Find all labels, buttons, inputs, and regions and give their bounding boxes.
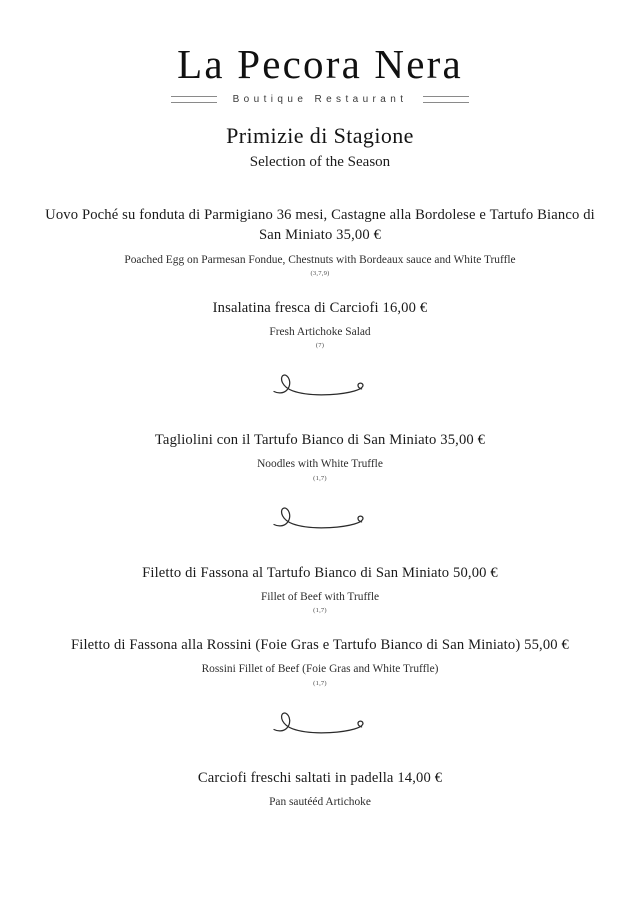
menu-item [40,205,600,278]
menu-section [40,563,600,688]
menu-item-allergens: (1,7) [313,679,327,687]
menu-item-name: Uovo Poché su fonduta di Parmigiano 36 mesi, Castagne alla Bordolese e Tartufo Bianco di San Miniato 35,00 € [45,207,595,244]
menu-section [40,430,600,482]
menu-item-description: Fillet of Beef with Truffle [260,590,380,603]
menu-sections [40,205,600,810]
menu-item-allergens: (1,7) [313,607,327,615]
menu-item-allergens: (7) [315,342,325,350]
flourish-icon [272,370,368,404]
menu-item-description: Rossini Fillet of Beef (Foie Gras and White Truffle) [201,663,439,676]
menu-item [40,635,600,687]
flourish-divider [40,370,600,404]
menu-item-name: Tagliolini con il Tartufo Bianco di San Miniato 35,00 € [154,432,486,449]
menu-section [40,205,600,350]
flourish-icon [272,503,368,537]
menu-item-name: Carciofi freschi saltati in padella 14,00 € [197,769,443,786]
menu-item-description: Fresh Artichoke Salad [269,325,371,338]
rule-left-icon [171,96,217,103]
menu-section [40,768,600,811]
menu-subtitle: Selection of the Season [249,154,391,171]
menu-item [40,430,600,482]
flourish-divider [40,503,600,537]
menu-title: Primizie di Stagione [226,123,414,148]
menu-item [40,563,600,615]
brand-tagline-row [40,94,600,105]
menu-item-description: Poached Egg on Parmesan Fondue, Chestnuts with Bordeaux sauce and White Truffle [124,253,516,266]
menu-item-name: Insalatina fresca di Carciofi 16,00 € [212,299,428,316]
menu-item-allergens: (3,7,9) [310,269,330,277]
menu-item-description: Noodles with White Truffle [257,458,383,471]
brand-tagline: Boutique Restaurant [232,94,408,105]
menu-item-name: Filetto di Fassona alla Rossini (Foie Gras e Tartufo Bianco di San Miniato) 55,00 € [71,637,569,654]
brand-name: La Pecora Nera [177,41,463,87]
menu-item-description: Pan sautééd Artichoke [269,795,371,808]
menu-item-allergens: (1,7) [313,474,327,482]
flourish-icon [272,708,368,742]
menu-item [40,768,600,811]
menu-item [40,298,600,350]
rule-right-icon [423,96,469,103]
menu-item-name: Filetto di Fassona al Tartufo Bianco di San Miniato 50,00 € [142,564,498,581]
masthead [40,0,600,105]
flourish-divider [40,708,600,742]
